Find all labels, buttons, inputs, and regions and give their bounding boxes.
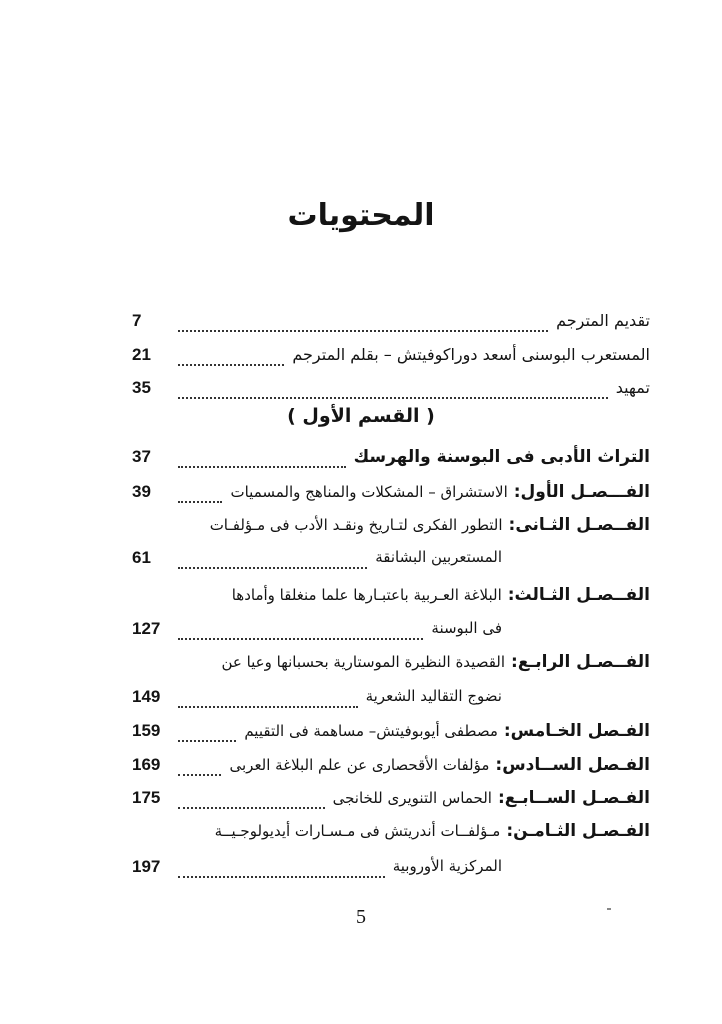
scan-speck bbox=[607, 908, 611, 910]
toc-entry bbox=[132, 311, 650, 339]
page-ref: 35 bbox=[132, 378, 151, 397]
part-title: التراث الأدبى فى البوسنة والهرسك bbox=[353, 447, 650, 467]
chapter-label: الفــصـل الثـانى: bbox=[508, 515, 650, 535]
chapter-entry bbox=[132, 585, 650, 613]
part-entry bbox=[132, 447, 650, 475]
chapter-entry-continuation bbox=[132, 548, 508, 576]
page-ref: 37 bbox=[132, 447, 151, 466]
chapter-label: الفـصـل الســابـع: bbox=[497, 788, 650, 808]
toc-entry bbox=[132, 345, 650, 373]
chapter-title-cont: المستعربين البشانقة bbox=[375, 548, 502, 566]
chapter-entry-continuation bbox=[132, 857, 508, 885]
chapter-title: مصطفى أيوبوفيتش– مساهمة فى التقييم bbox=[244, 722, 498, 740]
toc-entry bbox=[132, 378, 650, 406]
entry-text: تقديم المترجم bbox=[556, 311, 650, 330]
chapter-title: الحماس التنويرى للخانجى bbox=[332, 789, 492, 807]
page-number: 5 bbox=[356, 906, 366, 928]
chapter-entry bbox=[132, 515, 650, 543]
dot-leader bbox=[178, 876, 385, 878]
entry-text: تمهيد bbox=[615, 378, 650, 397]
chapter-label: الفـصل الســادس: bbox=[495, 755, 650, 775]
chapter-title: البلاغة العـربية باعتبـارها علما منغلقا وأمادها bbox=[231, 586, 502, 604]
chapter-title: القصيدة النظيرة الموستارية بحسبانها وعيا عن bbox=[221, 653, 506, 671]
chapter-title-cont: فى البوسنة bbox=[431, 619, 502, 637]
dot-leader bbox=[178, 397, 608, 399]
dot-leader bbox=[178, 706, 358, 708]
page-title: المحتويات bbox=[287, 198, 435, 233]
chapter-entry bbox=[132, 755, 650, 783]
chapter-label: الفـصـل الثـامـن: bbox=[506, 821, 650, 841]
page-ref: 159 bbox=[132, 721, 161, 740]
chapter-label: الفــصـل الرابـع: bbox=[511, 652, 650, 672]
page-ref: 7 bbox=[132, 311, 142, 330]
page-ref: 61 bbox=[132, 548, 151, 567]
chapter-title-cont: نضوج التقاليد الشعرية bbox=[365, 687, 502, 705]
page-ref: 21 bbox=[132, 345, 151, 364]
chapter-title: مؤلفات الأقحصارى عن علم البلاغة العربى bbox=[229, 756, 490, 774]
page-ref: 175 bbox=[132, 788, 161, 807]
chapter-label: الفـصل الخـامس: bbox=[503, 721, 650, 741]
chapter-entry bbox=[132, 788, 650, 816]
dot-leader bbox=[178, 807, 325, 809]
chapter-entry bbox=[132, 482, 650, 510]
chapter-title-cont: المركزية الأوروبية bbox=[392, 857, 502, 875]
page-ref: 169 bbox=[132, 755, 161, 774]
chapter-entry-continuation bbox=[132, 687, 508, 715]
chapter-label: الفــصـل الثـالث: bbox=[507, 585, 650, 605]
dot-leader bbox=[178, 567, 367, 569]
page-ref: 197 bbox=[132, 857, 161, 876]
chapter-title: مـؤلفــات أندريتش فى مـسـارات أيديولوجـيــة bbox=[214, 822, 501, 840]
chapter-title: الاستشراق – المشكلات والمناهج والمسميات bbox=[230, 483, 508, 501]
dot-leader bbox=[178, 364, 284, 366]
chapter-entry bbox=[132, 721, 650, 749]
chapter-entry-continuation bbox=[132, 619, 508, 647]
entry-text: المستعرب البوسنى أسعد دوراكوفيتش – بقلم المترجم bbox=[292, 345, 650, 364]
dot-leader bbox=[178, 501, 222, 503]
section-heading: ( القسم الأول ) bbox=[287, 405, 435, 427]
dot-leader bbox=[178, 466, 346, 468]
chapter-entry bbox=[132, 652, 650, 680]
dot-leader bbox=[178, 638, 423, 640]
chapter-title: التطور الفكرى لتـاريخ ونقـد الأدب فى مـؤلفـات bbox=[209, 516, 503, 534]
page-ref: 127 bbox=[132, 619, 161, 638]
chapter-entry bbox=[132, 821, 650, 849]
dot-leader bbox=[178, 774, 221, 776]
dot-leader bbox=[178, 740, 236, 742]
dot-leader bbox=[178, 330, 548, 332]
page-ref: 149 bbox=[132, 687, 161, 706]
chapter-label: الفـــصـل الأول: bbox=[513, 482, 650, 502]
page-ref: 39 bbox=[132, 482, 151, 501]
